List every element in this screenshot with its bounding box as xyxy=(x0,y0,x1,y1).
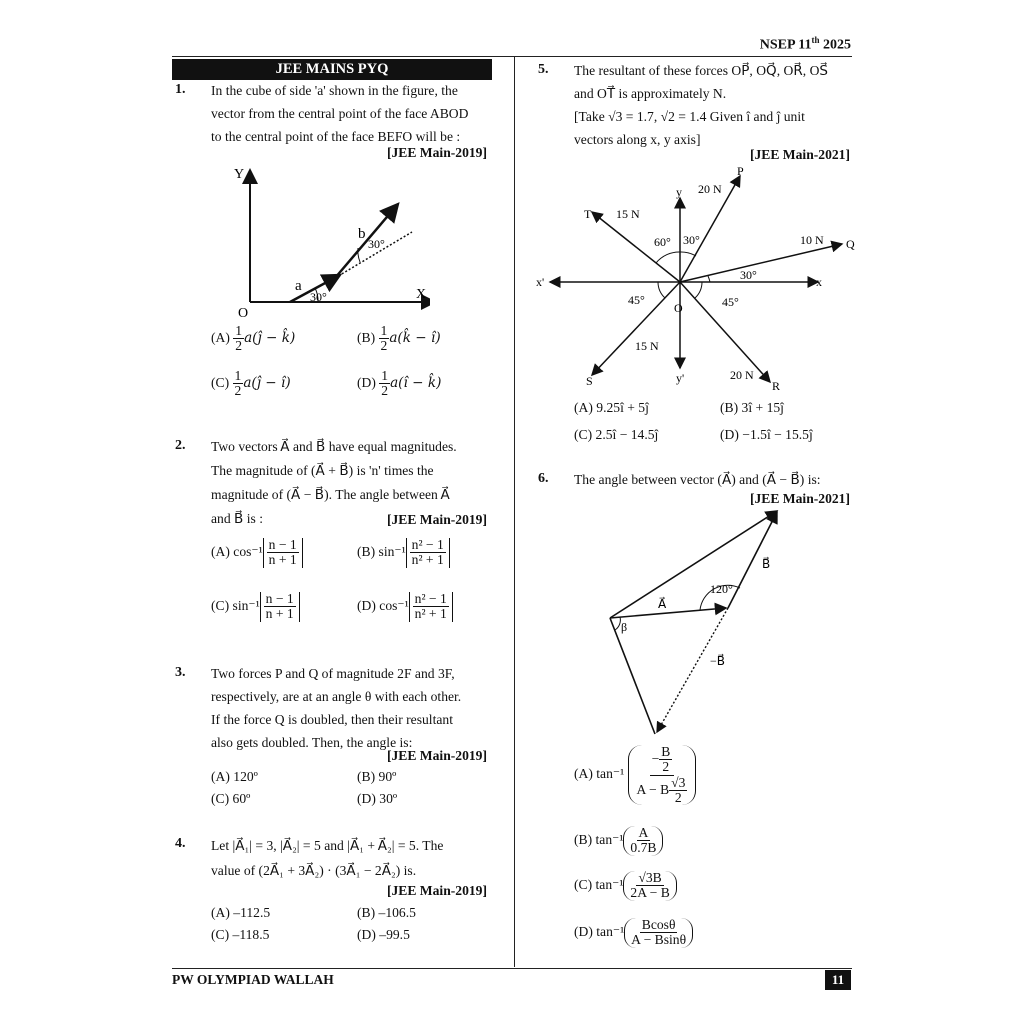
q5-option-c[interactable]: (C) 2.5î − 14.5ĵ xyxy=(574,427,659,442)
q1-option-b[interactable]: (B) $\frac{1}{2}$ a(k̂ − î) xyxy=(357,323,441,354)
top-rule xyxy=(172,56,852,57)
q3-option-d[interactable]: (D) 30º xyxy=(357,791,398,806)
q4-option-a[interactable]: (A) –112.5 xyxy=(211,905,271,920)
q3-text: Two forces P and Q of magnitude 2F and 3F, respectively, are at an angle θ with each other. If the force Q is doubled, then their resultant also gets doubled. Then, the angle is: xyxy=(211,666,462,750)
svg-text:P: P xyxy=(737,164,744,178)
q2-option-d[interactable]: (D) cos⁻¹ $\frac{\text{n² − 1}}{\text{n² + 1}}$ xyxy=(357,592,453,622)
svg-text:β: β xyxy=(621,620,628,634)
q1-number: 1. xyxy=(175,82,186,97)
q3-option-b[interactable]: (B) 90º xyxy=(357,769,397,784)
difference-vector xyxy=(610,618,655,734)
q6-option-c[interactable]: (C) tan⁻¹ $\frac{√3B}{2A - B}$ xyxy=(574,871,677,901)
svg-text:x: x xyxy=(816,275,822,289)
q6-tag: [JEE Main-2021] xyxy=(749,491,850,506)
svg-text:y': y' xyxy=(676,371,685,385)
q4-text: Let |A⃗₁| = 3, |A⃗₂| = 5 and |A⃗₁ + A⃗₂| = 5. The value of (2A⃗₁ + 3A⃗₂) · (3A⃗₁ − 2A⃗₂) is. xyxy=(211,838,444,878)
q2-option-c[interactable]: (C) sin⁻¹ $\frac{n - 1}{n + 1}$ xyxy=(211,592,300,622)
svg-text:B⃗: B⃗ xyxy=(762,557,771,571)
q6-option-d[interactable]: (D) tan⁻¹ $\frac{Bcos\theta}{A - Bsin\theta}$ xyxy=(574,918,693,948)
svg-text:20 N: 20 N xyxy=(698,182,722,196)
fig-angle-2: 30° xyxy=(368,237,385,251)
q3-tag: [JEE Main-2019] xyxy=(386,748,487,763)
fig-b-label: b xyxy=(358,226,366,242)
q6-option-a[interactable]: (A) tan⁻¹ − $\frac{B}{2}$ A − B $\frac{√3}{2}$ xyxy=(574,745,696,805)
q5-option-b[interactable]: (B) 3î + 15ĵ xyxy=(720,400,784,415)
fig-y-label: Y xyxy=(234,167,245,182)
q1-option-d[interactable]: (D) $\frac{1}{2}$ a(î − k̂) xyxy=(357,368,442,399)
q1-tag: [JEE Main-2019] xyxy=(386,145,487,160)
svg-text:10 N: 10 N xyxy=(800,233,824,247)
page-header: NSEP 11th 2025 xyxy=(759,35,851,53)
q6-figure xyxy=(590,500,800,745)
q1-option-c[interactable]: (C) $\frac{1}{2}$ a(ĵ − î) xyxy=(211,368,291,399)
q4-tag: [JEE Main-2019] xyxy=(386,883,487,898)
svg-text:O: O xyxy=(674,301,683,315)
q4-option-d[interactable]: (D) –99.5 xyxy=(357,927,410,942)
q5-tag: [JEE Main-2021] xyxy=(749,147,850,162)
svg-text:R: R xyxy=(772,379,781,393)
svg-text:45°: 45° xyxy=(722,295,739,309)
svg-text:A⃗: A⃗ xyxy=(658,597,667,611)
q3-option-a[interactable]: (A) 120º xyxy=(211,769,258,784)
q6-number: 6. xyxy=(538,471,549,486)
fig-x-label: X xyxy=(416,287,427,302)
q2-text: Two vectors A⃗ and B⃗ have equal magnitudes. The magnitude of (A⃗ + B⃗) is 'n' times the magnitude of (A⃗ − B⃗). The angle between A⃗ and B⃗ is : xyxy=(211,439,457,526)
svg-text:30°: 30° xyxy=(683,233,700,247)
svg-text:−B⃗: −B⃗ xyxy=(710,654,725,668)
svg-text:120°: 120° xyxy=(710,582,733,596)
svg-text:20 N: 20 N xyxy=(730,368,754,382)
page-number: 11 xyxy=(825,970,851,990)
svg-text:45°: 45° xyxy=(628,293,645,307)
q4-number: 4. xyxy=(175,836,186,851)
vector-b xyxy=(335,204,398,278)
q5-number: 5. xyxy=(538,62,549,77)
bottom-rule xyxy=(172,968,852,969)
column-divider xyxy=(514,57,515,967)
fig-a-label: a xyxy=(295,278,302,294)
q6-text: The angle between vector (A⃗) and (A⃗ − B⃗) is: xyxy=(574,472,821,487)
svg-text:30°: 30° xyxy=(740,268,757,282)
q1-option-a[interactable]: (A) $\frac{1}{2}$ a(ĵ − k̂) xyxy=(211,323,296,354)
q2-option-a[interactable]: (A) cos⁻¹ $\frac{n - 1}{n + 1}$ xyxy=(211,538,303,568)
vector-minus-b xyxy=(657,608,728,732)
q1-figure xyxy=(230,160,430,320)
svg-text:15 N: 15 N xyxy=(635,339,659,353)
q5-option-a[interactable]: (A) 9.25î + 5ĵ xyxy=(574,400,649,415)
q2-tag: [JEE Main-2019] xyxy=(386,512,487,527)
svg-text:x': x' xyxy=(536,275,545,289)
q6-option-b[interactable]: (B) tan⁻¹ $\frac{A}{0.7B}$ xyxy=(574,826,663,856)
svg-text:15 N: 15 N xyxy=(616,207,640,221)
sum-vector xyxy=(610,511,777,618)
fig-angle-1: 30° xyxy=(310,290,327,304)
svg-text:Q: Q xyxy=(846,237,855,251)
svg-text:y: y xyxy=(676,185,682,199)
section-banner: JEE MAINS PYQ xyxy=(172,59,492,80)
svg-text:T: T xyxy=(584,207,592,221)
q1-text: In the cube of side 'a' shown in the figure, the vector from the central point of the face ABOD to the central point of the face BEFO will be : xyxy=(211,83,469,144)
footer-publisher: PW OLYMPIAD WALLAH xyxy=(172,972,334,987)
q2-option-b[interactable]: (B) sin⁻¹ $\frac{\text{n² − 1}}{\text{n² + 1}}$ xyxy=(357,538,450,568)
q3-number: 3. xyxy=(175,665,186,680)
q3-option-c[interactable]: (C) 60º xyxy=(211,791,251,806)
fig-o-label: O xyxy=(238,306,249,320)
q4-option-b[interactable]: (B) –106.5 xyxy=(357,905,416,920)
q5-text: The resultant of these forces OP⃗, OQ⃗, OR⃗, OS⃗ and OT⃗ is approximately N. [Take √3 = 1.7, √2 = 1.4 Given î and ĵ unit vectors along x, y axis] xyxy=(574,63,829,147)
svg-text:60°: 60° xyxy=(654,235,671,249)
q2-number: 2. xyxy=(175,438,186,453)
q5-option-d[interactable]: (D) −1.5î − 15.5ĵ xyxy=(720,427,813,442)
q4-option-c[interactable]: (C) –118.5 xyxy=(211,927,270,942)
q5-figure xyxy=(530,160,860,400)
svg-text:S: S xyxy=(586,374,593,388)
vector-a xyxy=(610,608,726,618)
